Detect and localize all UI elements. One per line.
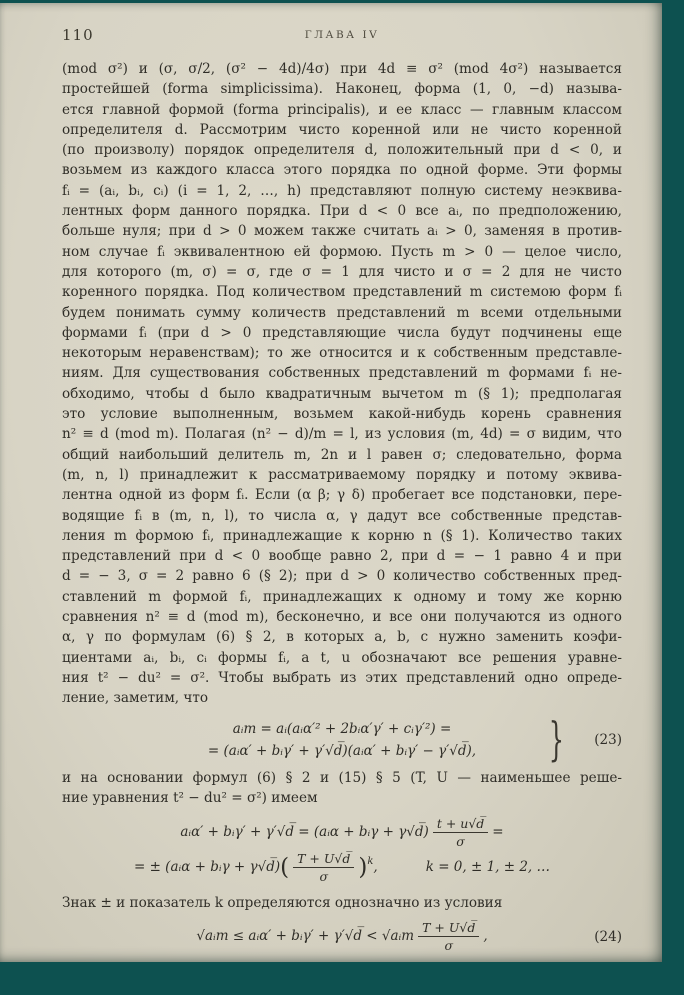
- text-line: и на основании формул (6) § 2 и (15) § 5 (T, U — наименьшее реше-: [62, 769, 622, 786]
- text-line: это условие выполненным, возьмем какой-нибудь корень сравнения: [62, 406, 622, 423]
- equation-24-line: [62, 920, 622, 953]
- text-line: некоторым неравенствам); то же относится и к собственным представле-: [62, 345, 622, 362]
- text-line: для которого (m, σ) = σ, где σ = 1 для чисто и σ = 2 для не чисто: [62, 263, 622, 280]
- page-header: [62, 25, 622, 43]
- equation-23-line-2: = (aᵢα′ + bᵢγ′ + γ′√d̅)(aᵢα′ + bᵢγ′ − γ′√d̅),: [207, 742, 477, 759]
- text-line: представлений при d < 0 вообще равно 2, при d = − 1 равно 4 и при: [62, 548, 622, 565]
- text-line: определителя d. Рассмотрим чисто коренной или не чисто коренной: [62, 121, 622, 138]
- text-line: ном случае fᵢ эквивалентною ей формою. Пусть m > 0 — целое число,: [62, 243, 622, 260]
- text-line: формами fᵢ (при d > 0 представляющие числа будут подчинены еще: [62, 324, 622, 341]
- equation-unnumbered-line-1: [62, 816, 622, 849]
- equation-23-brace: }: [548, 712, 564, 767]
- text-line: ние уравнения t² − du² = σ²) имеем: [62, 789, 318, 806]
- fraction-denominator: σ: [444, 938, 453, 954]
- fraction-numerator: T + U√d̅: [418, 920, 479, 937]
- equation-23: [62, 712, 622, 767]
- text-line: водящие fᵢ в (m, n, l), то числа α, γ дадут все собственные представ-: [62, 507, 622, 524]
- text-line: ление, заметим, что: [62, 690, 209, 707]
- big-paren-open: (: [280, 854, 290, 881]
- exponent-k: k: [367, 856, 374, 868]
- text-line: n² ≡ d (mod m). Полагая (n² − d)/m = l, из условия (m, 4d) = σ видим, что: [62, 426, 622, 443]
- fraction-denominator: σ: [456, 834, 465, 850]
- chapter-heading: ГЛАВА IV: [304, 29, 380, 41]
- text-line: будем понимать сумму количеств представлений m всеми отдельными: [62, 304, 622, 321]
- fraction-numerator: T + U√d̅: [293, 851, 354, 868]
- text-line: Знак ± и показатель k определяются однозначно из условия: [62, 895, 503, 912]
- eq-mid-eq-sign: =: [492, 824, 504, 841]
- text-line: (по произволу) порядок определителя d, положительный при d < 0, и: [62, 142, 622, 159]
- text-line: общий наибольший делитель m, 2n и l равен σ; следовательно, форма: [62, 446, 622, 463]
- text-line: ставлений m формой fᵢ, принадлежащих к одному и тому же корню: [62, 588, 622, 605]
- page-number: 110: [62, 26, 94, 44]
- eq-24-body: √aᵢm ≤ aᵢα′ + bᵢγ′ + γ′√d̅ < √aᵢm: [196, 928, 415, 945]
- equation-23-number: (23): [594, 731, 622, 748]
- fraction: [433, 816, 488, 849]
- equation-23-line-1: aᵢm = aᵢ(aᵢα′² + 2bᵢα′γ′ + cᵢγ′²) =: [232, 720, 452, 737]
- book-page: [0, 3, 662, 962]
- fraction-denominator: σ: [319, 869, 329, 885]
- paragraph-between: [62, 768, 622, 809]
- text-line: ния t² − du² = σ². Чтобы выбрать из этих представлений одно опреде-: [62, 669, 622, 686]
- paragraph-main: [62, 59, 622, 709]
- text-line: fᵢ = (aᵢ, bᵢ, cᵢ) (i = 1, 2, …, h) представляют полную систему неэквива-: [62, 182, 622, 199]
- equation-24: [62, 920, 622, 953]
- eq-24-comma: ,: [483, 928, 488, 945]
- text-line: циентами aᵢ, bᵢ, cᵢ формы fᵢ, а t, u обозначают все решения уравне-: [62, 649, 622, 666]
- text-line: возьмем из каждого класса этого порядка по одной форме. Эти формы: [62, 162, 622, 179]
- eq-mid-lhs: aᵢα′ + bᵢγ′ + γ′√d̅ = (aᵢα + bᵢγ + γ√d̅): [180, 824, 429, 841]
- text-line: обходимо, чтобы d было квадратичным вычетом m (§ 1); предполагая: [62, 385, 622, 402]
- text-line: лентна одной из форм fᵢ. Если (α β; γ δ) пробегает все подстановки, пере-: [62, 487, 622, 504]
- text-line: коренного порядка. Под количеством представлений m системою форм fᵢ: [62, 284, 622, 301]
- eq-mid-line2-lhs: = ± (aᵢα + bᵢγ + γ√d̅): [133, 859, 281, 876]
- text-line: больше нуля; при d > 0 можем также считать aᵢ > 0, заменяя в против-: [62, 223, 622, 240]
- text-line: ления m формою fᵢ, принадлежащие к корню n (§ 1). Количество таких: [62, 527, 622, 544]
- eq-mid-k-range: k = 0, ± 1, ± 2, …: [425, 859, 551, 876]
- text-line: (m, n, l) принадлежит к рассматриваемому порядку и потому эквива-: [62, 466, 622, 483]
- text-line: лентных форм данного порядка. При d < 0 все aᵢ, по предположению,: [62, 203, 622, 220]
- fraction: [418, 920, 479, 953]
- text-line: d = − 3, σ = 2 равно 6 (§ 2); при d > 0 количество собственных пред-: [62, 568, 622, 585]
- text-line: α, γ по формулам (6) § 2, в которых a, b, c нужно заменить коэфи-: [62, 629, 622, 646]
- equation-24-number: (24): [594, 928, 622, 945]
- equation-unnumbered-line-2: [62, 851, 622, 884]
- text-line: (mod σ²) и (σ, σ/2, (σ² − 4d)/4σ) при 4d ≡ σ² (mod 4σ²) называется: [62, 61, 622, 77]
- fraction: [293, 851, 354, 884]
- text-line: ниям. Для существования собственных представлений m формами fᵢ не-: [62, 365, 622, 382]
- text-line: простейшей (forma simplicissima). Наконец, форма (1, 0, −d) называ-: [62, 81, 622, 98]
- big-paren-close: ): [358, 854, 368, 881]
- fraction-numerator: t + u√d̅: [433, 816, 488, 833]
- eq-mid-comma: ,: [373, 859, 378, 876]
- text-line: ется главной формой (forma principalis), и ее класс — главным классом: [62, 101, 622, 118]
- text-line: сравнения n² ≡ d (mod m), бесконечно, и все они получаются из одного: [62, 609, 622, 626]
- equation-unnumbered: [62, 816, 622, 884]
- paragraph-sign-condition: [62, 893, 622, 913]
